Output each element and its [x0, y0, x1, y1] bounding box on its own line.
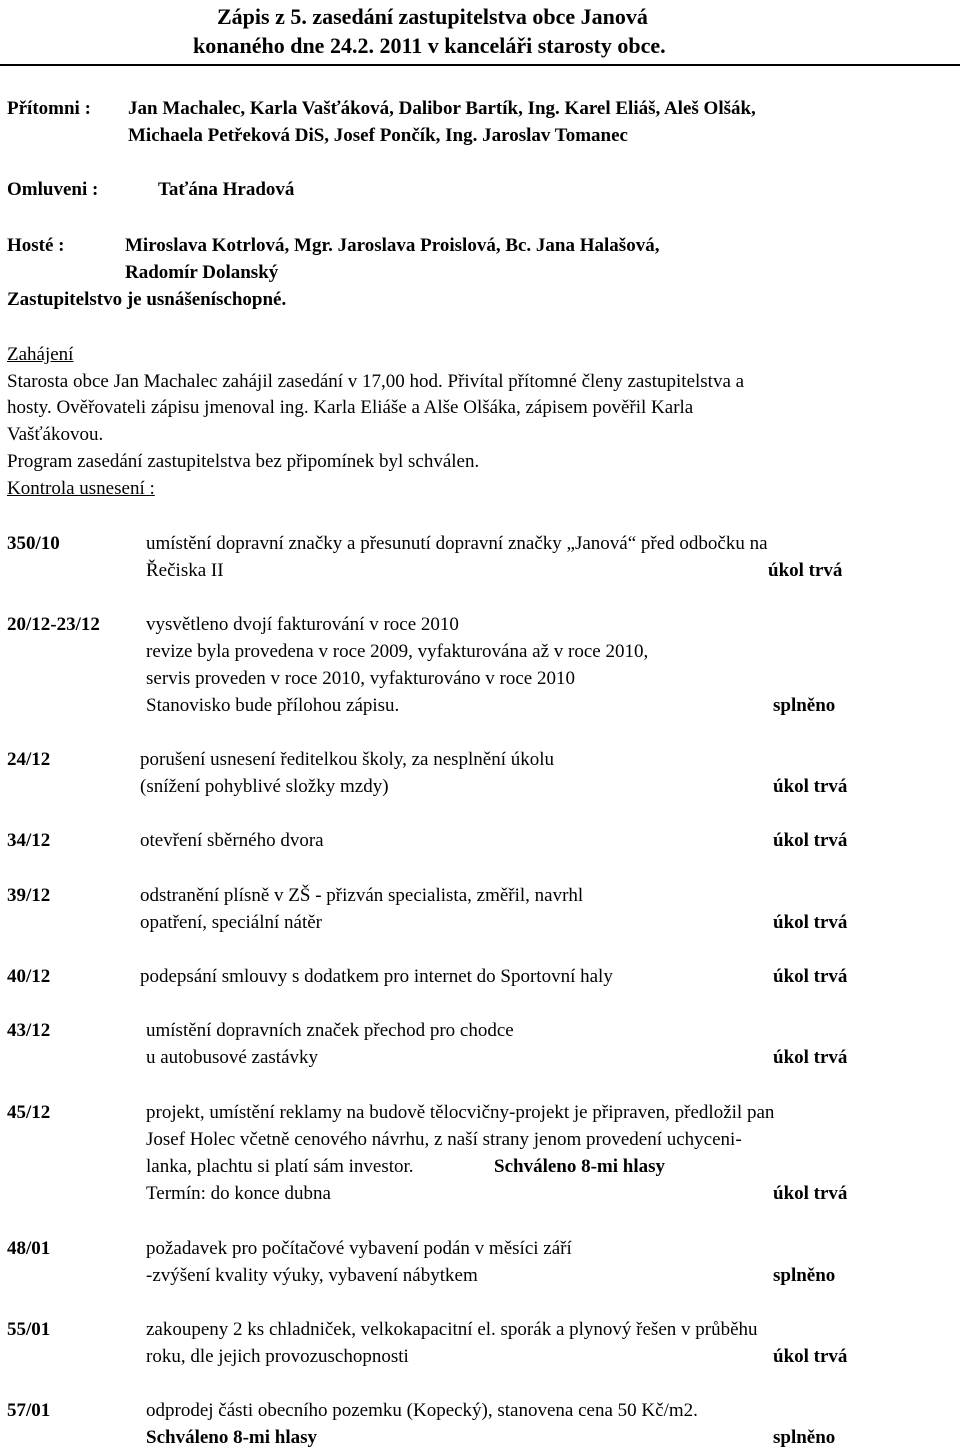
resolution-code: 57/01 [7, 1400, 51, 1421]
present-line-2: Michaela Petřeková DiS, Josef Pončík, Ing. Jaroslav Tomanec [128, 125, 628, 146]
guests-line-2: Radomír Dolanský [125, 262, 279, 283]
resolution-text: otevření sběrného dvora [140, 830, 324, 851]
resolution-code: 34/12 [7, 830, 51, 851]
resolution-text: podepsání smlouvy s dodatkem pro internet do Sportovní haly [140, 966, 613, 987]
status-badge: splněno [773, 695, 836, 716]
resolution-code: 43/12 [7, 1020, 51, 1041]
resolution-text: požadavek pro počítačové vybavení podán v měsíci září [146, 1238, 572, 1259]
present-line-1: Jan Machalec, Karla Vašťáková, Dalibor Bartík, Ing. Karel Eliáš, Aleš Olšák, [128, 98, 756, 119]
resolution-code: 40/12 [7, 966, 51, 987]
status-badge: úkol trvá [768, 560, 843, 581]
resolution-text: zakoupeny 2 ks chladniček, velkokapacitní el. sporák a plynový řešen v průběhu [146, 1319, 758, 1340]
resolution-text: projekt, umístění reklamy na budově tělocvičny-projekt je připraven, předložil pan [146, 1102, 775, 1123]
status-badge: úkol trvá [773, 1183, 848, 1204]
opening-line-1: Starosta obce Jan Machalec zahájil zasedání v 17,00 hod. Přivítal přítomné členy zastupitelstva a [7, 371, 745, 392]
resolution-text: odprodej části obecního pozemku (Kopecký), stanovena cena 50 Kč/m2. [146, 1400, 698, 1421]
resolution-text: Řečiska II [146, 560, 224, 581]
quorum-statement: Zastupitelstvo je usnášeníschopné. [7, 289, 287, 310]
resolution-text: roku, dle jejich provozuschopnosti [146, 1346, 409, 1367]
header-divider [0, 64, 960, 66]
status-badge: splněno [773, 1427, 836, 1448]
resolution-text: odstranění plísně v ZŠ - přizván specialista, změřil, navrhl [140, 885, 584, 906]
resolution-text: Josef Holec včetně cenového návrhu, z naší strany jenom provedení uchyceni- [146, 1129, 742, 1150]
resolution-code: 350/10 [7, 533, 60, 554]
opening-line-2: hosty. Ověřovateli zápisu jmenoval ing. Karla Eliáše a Alše Olšáka, zápisem pověřil Karla [7, 397, 694, 418]
resolution-text: -zvýšení kvality výuky, vybavení nábytkem [146, 1265, 478, 1286]
resolution-code: 39/12 [7, 885, 51, 906]
resolution-text: porušení usnesení ředitelkou školy, za nesplnění úkolu [140, 749, 555, 770]
control-heading: Kontrola usnesení : [7, 478, 155, 499]
resolution-text: vysvětleno dvojí fakturování v roce 2010 [146, 614, 459, 635]
status-badge: úkol trvá [773, 776, 848, 797]
resolution-text: u autobusové zastávky [146, 1047, 319, 1068]
resolution-text: lanka, plachtu si platí sám investor. [146, 1156, 414, 1177]
status-badge: úkol trvá [773, 1346, 848, 1367]
status-badge: úkol trvá [773, 1047, 848, 1068]
resolution-code: 48/01 [7, 1238, 51, 1259]
resolution-text: Stanovisko bude přílohou zápisu. [146, 695, 400, 716]
title-line-2: konaného dne 24.2. 2011 v kanceláři starosty obce. [193, 33, 666, 58]
status-badge: splněno [773, 1265, 836, 1286]
resolution-code: 20/12-23/12 [7, 614, 100, 635]
resolution-text: servis proveden v roce 2010, vyfakturováno v roce 2010 [146, 668, 575, 689]
opening-heading: Zahájení [7, 344, 74, 365]
opening-line-3: Vašťákovou. [7, 424, 104, 445]
excused-label: Omluveni : [7, 179, 99, 200]
opening-line-4: Program zasedání zastupitelstva bez připomínek byl schválen. [7, 451, 480, 472]
resolution-code: 24/12 [7, 749, 51, 770]
resolution-text: opatření, speciální nátěr [140, 912, 323, 933]
guests-label: Hosté : [7, 235, 65, 256]
resolution-code: 55/01 [7, 1319, 51, 1340]
present-label: Přítomni : [7, 98, 91, 119]
resolution-text: Termín: do konce dubna [146, 1183, 331, 1204]
resolution-text: umístění dopravní značky a přesunutí dopravní značky „Janová“ před odbočku na [146, 533, 768, 554]
approval-note: Schváleno 8-mi hlasy [494, 1156, 666, 1177]
excused-names: Taťána Hradová [158, 179, 295, 200]
status-badge: úkol trvá [773, 912, 848, 933]
title-line-1: Zápis z 5. zasedání zastupitelstva obce Janová [217, 4, 648, 29]
status-badge: úkol trvá [773, 966, 848, 987]
resolution-text: (snížení pohyblivé složky mzdy) [140, 776, 389, 797]
approval-note: Schváleno 8-mi hlasy [146, 1427, 318, 1448]
resolution-code: 45/12 [7, 1102, 51, 1123]
resolution-text: revize byla provedena v roce 2009, vyfakturována až v roce 2010, [146, 641, 649, 662]
guests-line-1: Miroslava Kotrlová, Mgr. Jaroslava Proislová, Bc. Jana Halašová, [125, 235, 660, 256]
status-badge: úkol trvá [773, 830, 848, 851]
resolution-text: umístění dopravních značek přechod pro chodce [146, 1020, 514, 1041]
